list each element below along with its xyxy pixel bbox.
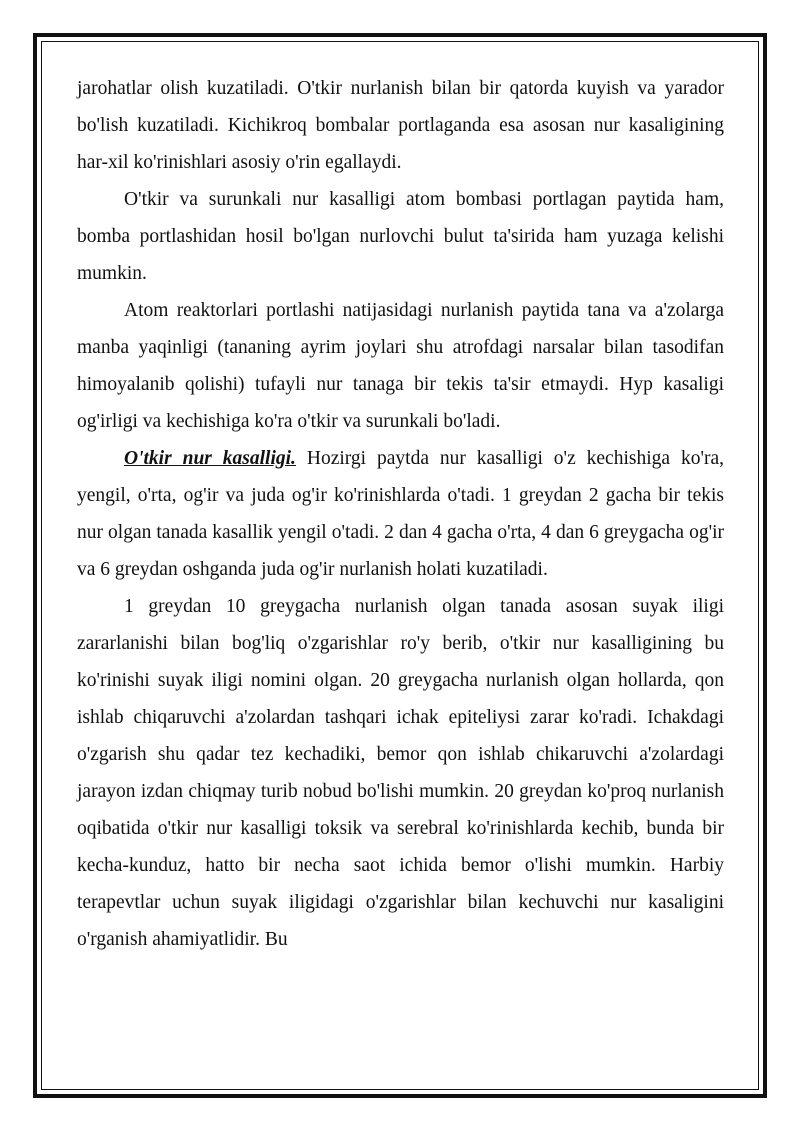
section-term-heading: O'tkir nur kasalligi. [124,448,296,469]
paragraph-4 [77,440,724,588]
paragraph-2: O'tkir va surunkali nur kasalligi atom bombasi portlagan paytida ham, bomba portlashidan hosil bo'lgan nurlovchi bulut ta'sirida ham yuzaga kelishi mumkin. [77,189,724,284]
paragraph-3: Atom reaktorlari portlashi natijasidagi nurlanish paytida tana va a'zolarga manba yaqinligi (tananing ayrim joylari shu atrofdagi narsalar bilan tasodifan himoyalanib qolishi) tufayli nur tanaga bir tekis ta'sir etmaydi. Hyp kasaligi og'irligi va kechishiga ko'ra o'tkir va surunkali bo'ladi. [77,300,724,432]
paragraph-4-text: Hozirgi paytda nur kasalligi o'z kechishiga ko'ra, yengil, o'rta, og'ir va juda og'ir ko'rinishlarda o'tadi. 1 greydan 2 gacha bir tekis nur olgan tanada kasallik yengil o'tadi. 2 dan 4 gacha o'rta, 4 dan 6 greygacha og'ir va 6 greydan oshganda juda og'ir nurlanish holati kuzatiladi. [77,448,724,580]
paragraph-5: 1 greydan 10 greygacha nurlanish olgan tanada asosan suyak iligi zararlanishi bilan bog'liq o'zgarishlar ro'y berib, o'tkir nur kasalligining bu ko'rinishi suyak iligi nomini olgan. 20 greygacha nurlanish olgan hollarda, qon ishlab chiqaruvchi a'zolardan tashqari ichak epiteliysi zarar ko'radi. Ichakdagi o'zgarish shu qadar tez kechadiki, bemor qon ishlab chikaruvchi a'zolardagi jarayon izdan chiqmay turib nobud bo'lishi mumkin. 20 greydan ko'proq nurlanish oqibatida o'tkir nur kasalligi toksik va serebral ko'rinishlarda kechib, bunda bir kecha-kunduz, hatto bir necha saot ichida bemor o'lishi mumkin. Harbiy terapevtlar uchun suyak iligidagi o'zgarishlar bilan kechuvchi nur kasaligini o'rganish ahamiyatlidir. Bu [77,596,724,950]
document-body [77,70,724,958]
paragraph-1: jarohatlar olish kuzatiladi. O'tkir nurlanish bilan bir qatorda kuyish va yarador bo'lish kuzatiladi. Kichikroq bombalar portlaganda esa asosan nur kasaligining har-xil ko'rinishlari asosiy o'rin egallaydi. [77,78,724,173]
